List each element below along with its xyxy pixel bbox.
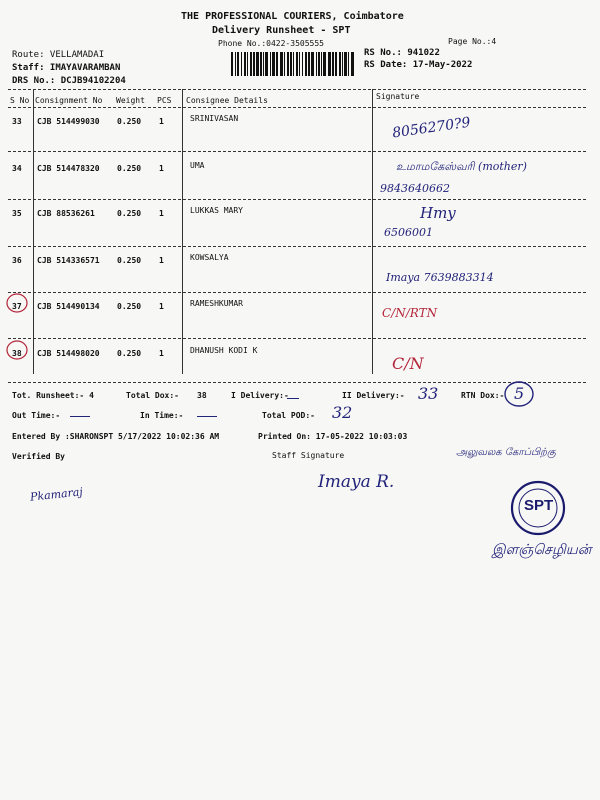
row-consignee: LUKKAS MARY bbox=[190, 206, 243, 215]
signature-row-34: உமாமகேஸ்வரி (mother) bbox=[396, 160, 527, 173]
ii-delivery-hand: 33 bbox=[418, 384, 439, 403]
column-divider bbox=[182, 89, 183, 374]
row-pcs: 1 bbox=[159, 302, 164, 311]
rtn-dox-hand: 5 bbox=[514, 384, 525, 403]
row-sno: 34 bbox=[12, 164, 22, 173]
stamp-label: SPT bbox=[524, 497, 554, 514]
row-weight: 0.250 bbox=[117, 302, 142, 311]
drs-number: DRS No.: DCJB94102204 bbox=[12, 76, 126, 86]
verified-signature-hand: Pkamaraj bbox=[29, 485, 84, 504]
row-consignment: CJB 514499030 bbox=[37, 117, 100, 126]
total-pod-hand: 32 bbox=[332, 403, 353, 422]
company-name: THE PROFESSIONAL COURIERS, Coimbatore bbox=[181, 11, 404, 22]
column-divider bbox=[372, 89, 373, 374]
signature-row-35: Hmy bbox=[420, 204, 456, 222]
header-sno: S No bbox=[10, 96, 30, 105]
staff-label: Staff: IMAYAVARAMBAN bbox=[12, 63, 121, 73]
verified-by-label: Verified By bbox=[12, 452, 65, 461]
row-separator bbox=[8, 246, 586, 247]
header-consignee: Consignee Details bbox=[186, 96, 268, 105]
barcode bbox=[231, 52, 357, 76]
row-sno: 38 bbox=[12, 349, 22, 358]
row-pcs: 1 bbox=[159, 117, 164, 126]
row-weight: 0.250 bbox=[117, 164, 142, 173]
row-circle-marks bbox=[0, 0, 40, 380]
table-top-border bbox=[8, 89, 586, 90]
table-header-border bbox=[8, 107, 586, 108]
total-pod-label: Total POD:- bbox=[262, 411, 315, 420]
row-separator bbox=[8, 292, 586, 293]
entered-by: Entered By :SHARONSPT 5/17/2022 10:02:36 AM bbox=[12, 432, 220, 441]
header-weight: Weight bbox=[116, 96, 145, 105]
in-time-label: In Time:- bbox=[140, 411, 184, 420]
tamil-office-note: அலுவலக கோப்பிற்கு bbox=[456, 447, 556, 458]
signature-row-34-number: 9843640662 bbox=[380, 182, 450, 195]
signature-row-35-number: 6506001 bbox=[384, 226, 433, 239]
row-pcs: 1 bbox=[159, 209, 164, 218]
row-sno: 36 bbox=[12, 256, 22, 265]
row-sno: 33 bbox=[12, 117, 22, 126]
route-label: Route: VELLAMADAI bbox=[12, 50, 105, 60]
header-signature: Signature bbox=[376, 92, 420, 101]
row-separator bbox=[8, 338, 586, 339]
row-pcs: 1 bbox=[159, 349, 164, 358]
row-separator bbox=[8, 199, 586, 200]
row-sno: 37 bbox=[12, 302, 22, 311]
rs-date: RS Date: 17-May-2022 bbox=[364, 60, 473, 70]
signature-row-37: C/N/RTN bbox=[382, 306, 438, 320]
out-time-label: Out Time:- bbox=[12, 411, 61, 420]
row-weight: 0.250 bbox=[117, 256, 142, 265]
row-weight: 0.250 bbox=[117, 117, 142, 126]
row-consignment: CJB 514478320 bbox=[37, 164, 100, 173]
header-consignment: Consignment No bbox=[35, 96, 103, 105]
out-time-dash bbox=[70, 416, 90, 417]
row-weight: 0.250 bbox=[117, 349, 142, 358]
staff-signature-label: Staff Signature bbox=[272, 451, 345, 460]
stamp-signature-hand: இளஞ்செழியன் bbox=[492, 542, 592, 558]
row-consignee: KOWSALYA bbox=[190, 253, 229, 262]
runsheet-title: Delivery Runsheet - SPT bbox=[212, 25, 351, 36]
signature-row-38: C/N bbox=[392, 354, 424, 373]
rs-number: RS No.: 941022 bbox=[364, 48, 440, 58]
row-consignee: UMA bbox=[190, 161, 205, 170]
row-sno: 35 bbox=[12, 209, 22, 218]
in-time-dash bbox=[197, 416, 217, 417]
signature-row-36: Imaya 7639883314 bbox=[386, 271, 494, 284]
i-delivery-dash bbox=[287, 398, 299, 399]
phone-number: Phone No.:0422-3505555 bbox=[218, 39, 324, 48]
i-delivery-label: I Delivery:- bbox=[231, 391, 289, 400]
total-dox-label: Total Dox:- bbox=[126, 391, 179, 400]
row-pcs: 1 bbox=[159, 256, 164, 265]
staff-signature-hand: Imaya R. bbox=[318, 472, 395, 492]
row-consignee: RAMESHKUMAR bbox=[190, 299, 243, 308]
row-pcs: 1 bbox=[159, 164, 164, 173]
row-consignee: DHANUSH KODI K bbox=[190, 346, 258, 355]
ii-delivery-label: II Delivery:- bbox=[342, 391, 405, 400]
page-number: Page No.:4 bbox=[448, 37, 497, 46]
row-separator bbox=[8, 151, 586, 152]
row-consignment: CJB 514336571 bbox=[37, 256, 100, 265]
row-weight: 0.250 bbox=[117, 209, 142, 218]
row-consignment: CJB 514490134 bbox=[37, 302, 100, 311]
row-consignment: CJB 514498020 bbox=[37, 349, 100, 358]
total-dox-value: 38 bbox=[197, 391, 207, 400]
signature-row-33: 8056270?9 bbox=[391, 114, 472, 142]
row-consignee: SRINIVASAN bbox=[190, 114, 239, 123]
tot-runsheet: Tot. Runsheet:- 4 bbox=[12, 391, 94, 400]
printed-on: Printed On: 17-05-2022 10:03:03 bbox=[258, 432, 408, 441]
rtn-dox-label: RTN Dox:- bbox=[461, 391, 505, 400]
row-consignment: CJB 88536261 bbox=[37, 209, 95, 218]
header-pcs: PCS bbox=[157, 96, 172, 105]
table-bottom-border bbox=[8, 382, 586, 383]
